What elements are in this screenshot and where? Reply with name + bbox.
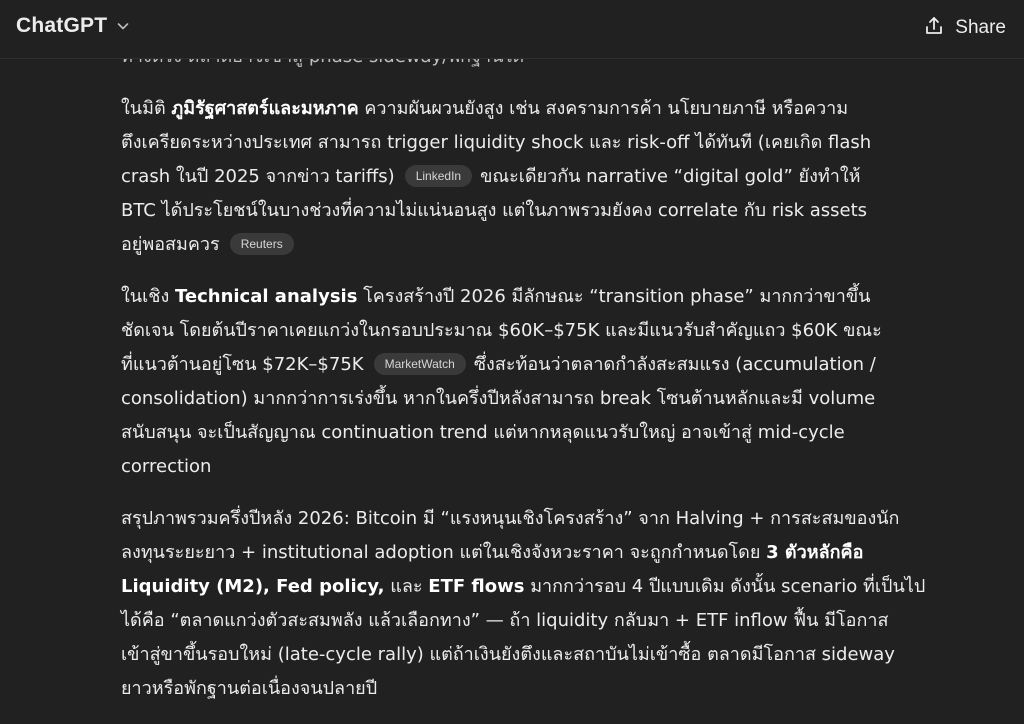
bold-text: ETF flows bbox=[428, 576, 525, 597]
text-line: สรุปภาพรวมครึ่งปีหลัง 2026: Bitcoin มี “แรงหนุนเชิงโครงสร้าง” จาก Halving + การสะสมของนัก bbox=[121, 508, 900, 529]
text-line bbox=[121, 280, 971, 314]
bold-text: ภูมิรัฐศาสตร์และมหภาค bbox=[171, 98, 359, 119]
text-line bbox=[121, 536, 971, 570]
text-span: โครงสร้างปี 2026 มีลักษณะ “transition phase” มากกว่าขาขึ้น bbox=[357, 286, 871, 307]
app-title: ChatGPT bbox=[16, 14, 108, 37]
text-span: ที่แนวต้านอยู่โซน $72K–$75K bbox=[121, 354, 364, 375]
text-line bbox=[121, 228, 971, 262]
text-line: เข้าสู่ขาขึ้นรอบใหม่ (late-cycle rally) แต่ถ้าเงินยังตึงและสถาบันไม่เข้าซื้อ ตลาดมีโอกาส sideway bbox=[121, 644, 895, 665]
text-line bbox=[121, 570, 971, 604]
text-line: ยาวหรือพักฐานต่อเนื่องจนปลายปี bbox=[121, 678, 378, 699]
text-line bbox=[121, 160, 971, 194]
bold-text: 3 ตัวหลักคือ bbox=[766, 542, 864, 563]
text-line bbox=[121, 348, 971, 382]
top-bar bbox=[0, 0, 1024, 59]
text-span: ซึ่งสะท้อนว่าตลาดกำลังสะสมแรง (accumulation / bbox=[473, 354, 876, 375]
bold-text: Technical analysis bbox=[174, 286, 358, 307]
text-line bbox=[121, 92, 971, 126]
bold-text: Liquidity (M2), Fed policy, bbox=[121, 576, 385, 597]
citation-chip-linkedin[interactable]: LinkedIn bbox=[405, 165, 472, 187]
text-line: สนับสนุน จะเป็นสัญญาณ continuation trend แต่หากหลุดแนวรับใหญ่ อาจเข้าสู่ mid-cycle bbox=[121, 422, 845, 443]
paragraph-geopolitics bbox=[121, 92, 971, 262]
text-line: ตึงเครียดระหว่างประเทศ สามารถ trigger liquidity shock และ risk-off ได้ทันที (เคยเกิด flash bbox=[121, 132, 872, 153]
citation-chip-marketwatch[interactable]: MarketWatch bbox=[374, 353, 466, 375]
text-line: correction bbox=[121, 456, 212, 477]
paragraph-technical bbox=[121, 280, 971, 484]
text-span: ขณะเดียวกัน narrative “digital gold” ยังทำให้ bbox=[480, 166, 861, 187]
text-line: BTC ได้ประโยชน์ในบางช่วงที่ความไม่แน่นอนสูง แต่ในภาพรวมยังคง correlate กับ risk assets bbox=[121, 200, 868, 221]
share-icon bbox=[923, 15, 945, 41]
text-span: มากกว่ารอบ 4 ปีแบบเดิม ดังนั้น scenario ที่เป็นไป bbox=[524, 576, 926, 597]
text-span: ความผันผวนยังสูง เช่น สงครามการค้า นโยบายภาษี หรือความ bbox=[358, 98, 849, 119]
share-label: Share bbox=[955, 17, 1006, 38]
text-line: consolidation) มากกว่าการเร่งขึ้น หากในครึ่งปีหลังสามารถ break โซนต้านหลักและมี volume bbox=[121, 388, 876, 409]
text-line: ชัดเจน โดยต้นปีราคาเคยแกว่งในกรอบประมาณ $60K–$75K และมีแนวรับสำคัญแถว $60K ขณะ bbox=[121, 320, 882, 341]
share-button[interactable] bbox=[919, 13, 1010, 43]
chevron-down-icon bbox=[115, 18, 131, 34]
text-span: และ bbox=[384, 576, 429, 597]
paragraph-summary bbox=[121, 502, 971, 706]
assistant-message bbox=[121, 40, 971, 724]
text-span: อยู่พอสมควร bbox=[121, 234, 220, 255]
citation-chip-reuters[interactable]: Reuters bbox=[230, 233, 294, 255]
text-span: ในมิติ bbox=[121, 98, 172, 119]
model-selector[interactable] bbox=[16, 14, 131, 38]
text-span: ลงทุนระยะยาว + institutional adoption แต่ในเชิงจังหวะราคา จะถูกกำหนดโดย bbox=[121, 542, 767, 563]
text-span: crash ในปี 2025 จากข่าว tariffs) bbox=[121, 166, 395, 187]
text-span: ในเชิง bbox=[121, 286, 175, 307]
text-line: ได้คือ “ตลาดแกว่งตัวสะสมพลัง แล้วเลือกทาง” — ถ้า liquidity กลับมา + ETF inflow ฟื้น มีโอกาส bbox=[121, 610, 889, 631]
